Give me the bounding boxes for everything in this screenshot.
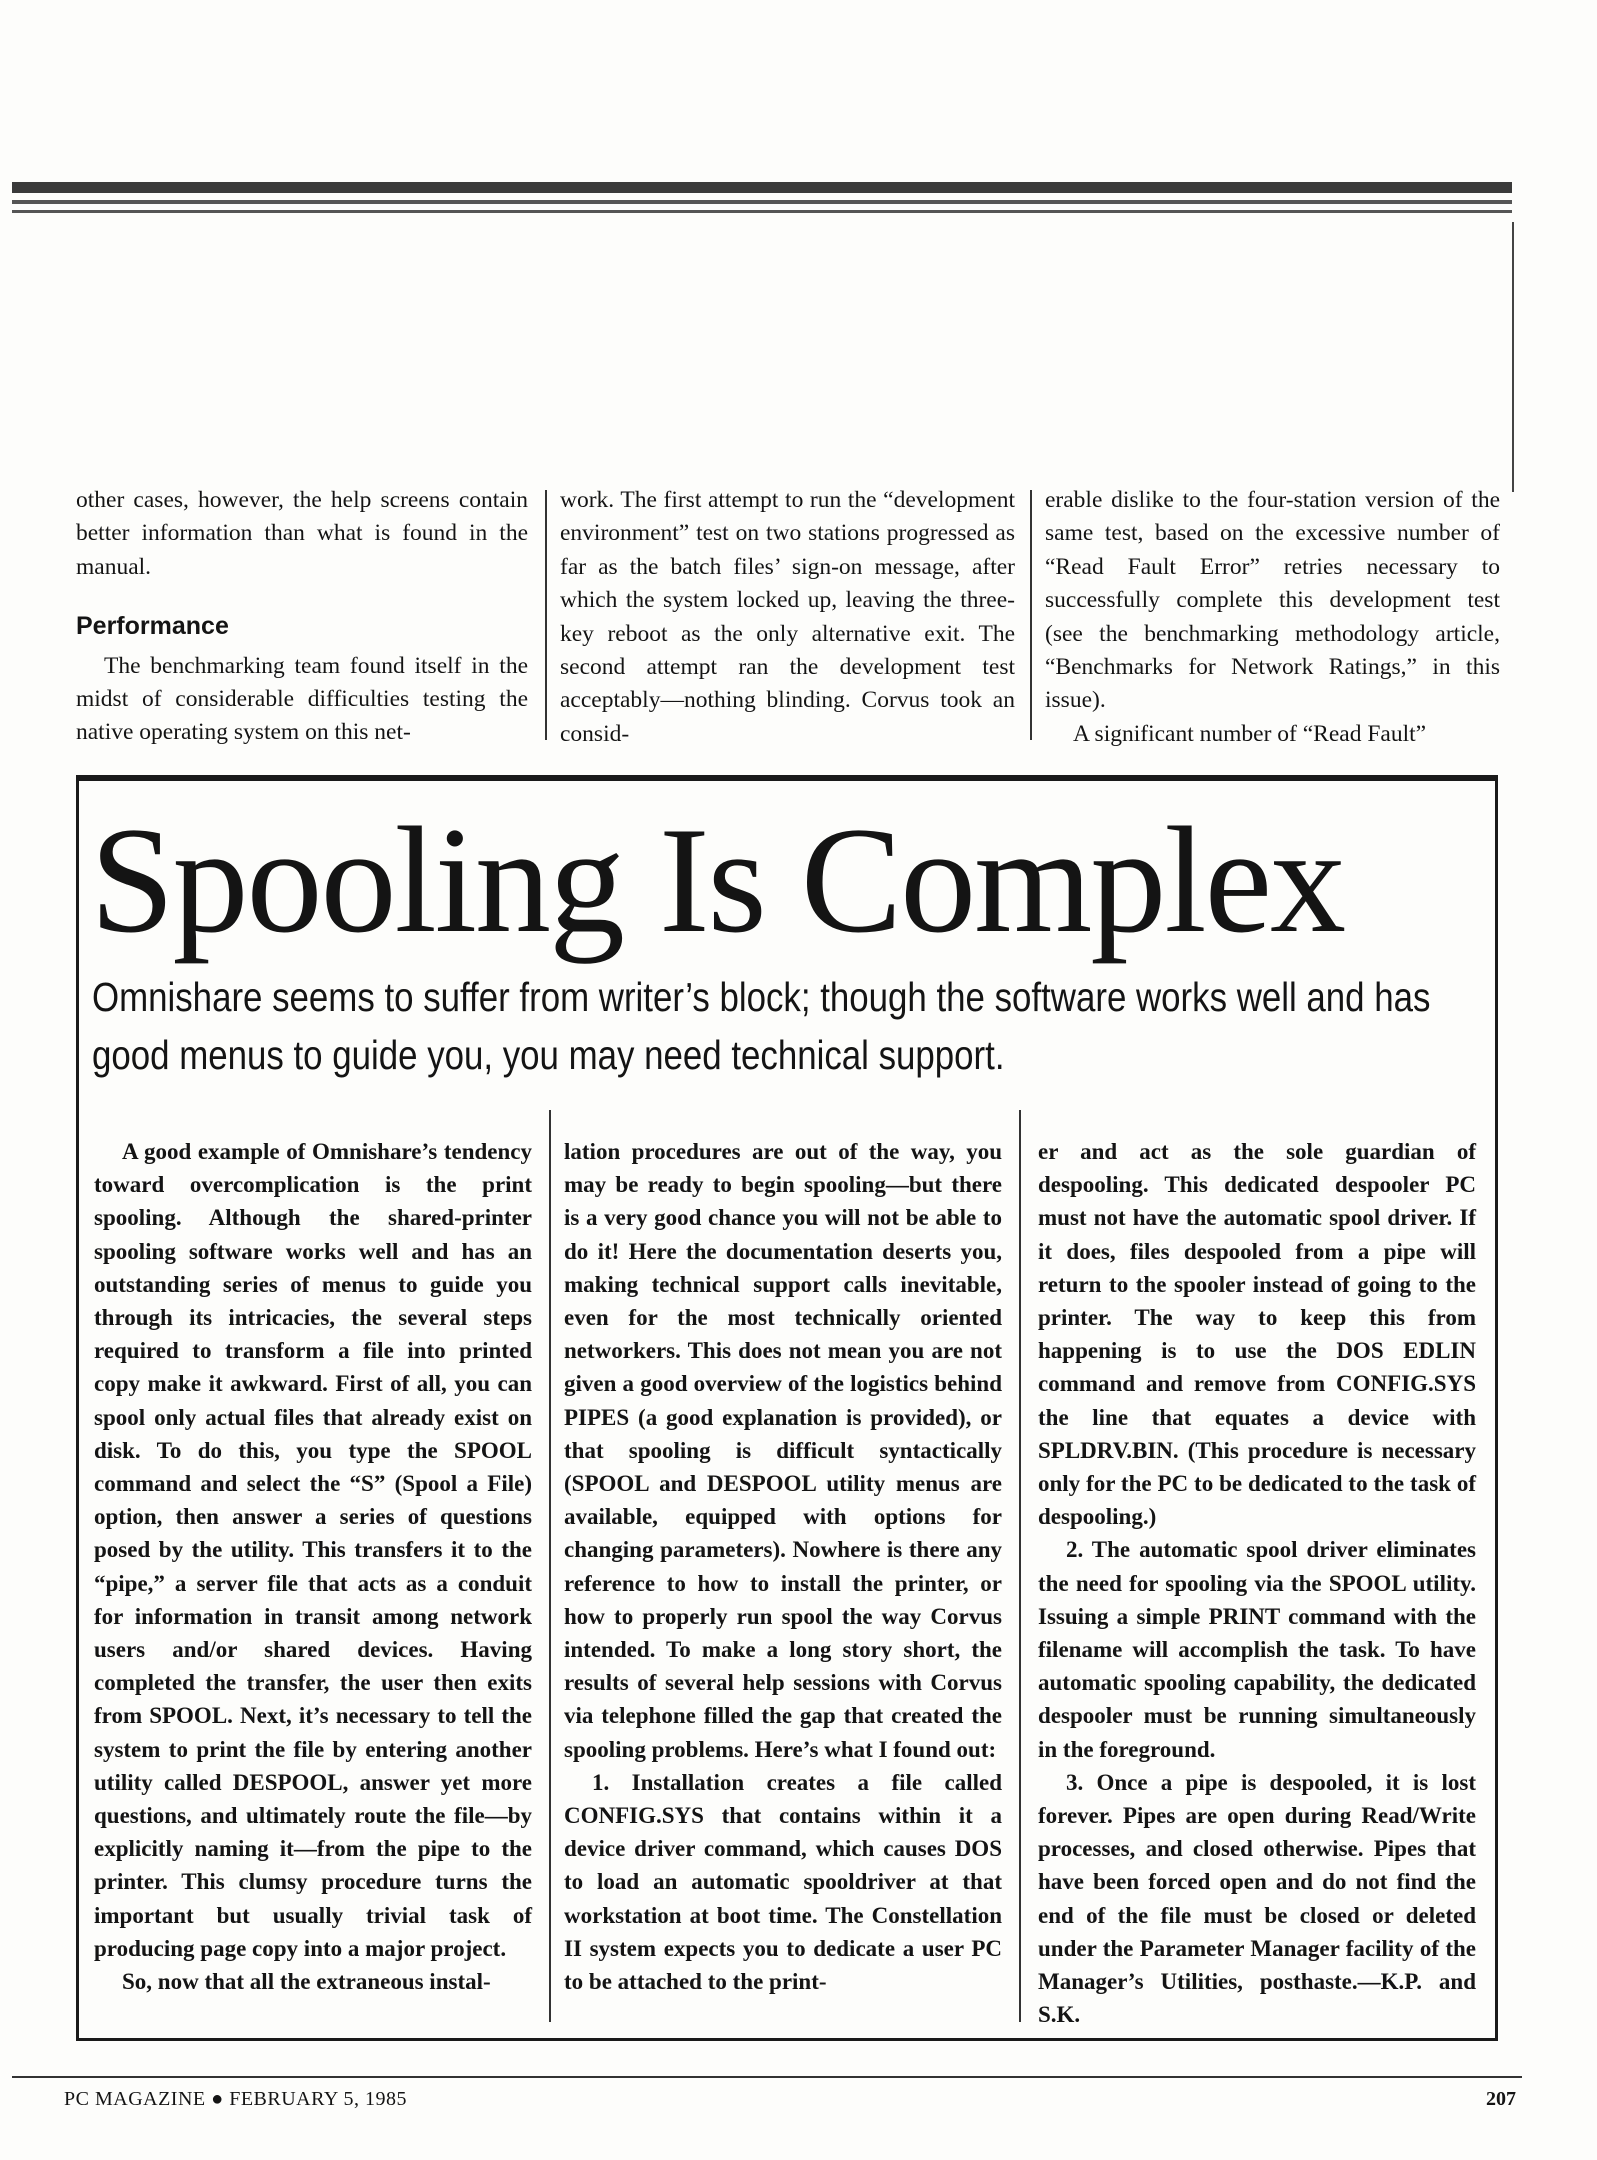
sidebar-deck: Omnishare seems to suffer from writer’s block; though the software works well and has good menus to guide you, you may need technical support. [92,974,1431,1078]
sidebar-column-2 [564,1135,1002,1998]
article-column-1 [76,484,528,750]
article-col1-paragraph: The benchmarking team found itself in the midst of considerable difficulties testing the native operating system on this net- [76,652,528,746]
item-3-text: 3. Once a pipe is despooled, it is lost forever. Pipes are open during Read/Write processes, and closed otherwise. Pipes that have been forced open and do not find the end of the file must be closed or deleted under the Parameter Manager facility of the Manager’s Utilities, posthaste. [1038,1769,1476,1995]
column-divider [1030,490,1032,740]
header-rule-thin-2 [12,210,1512,213]
sidebar-column-1 [94,1135,532,1998]
sidebar-col3-item-3 [1038,1766,1476,2032]
sidebar-title: Spooling Is Complex [90,796,1345,964]
section-heading-performance: Performance [76,612,229,641]
header-rule-thick [12,182,1512,193]
sidebar-col2-item-1: 1. Installation creates a file called CONFIG.SYS that contains within it a device driver command, which causes DOS to load an automatic spooldriver at that workstation at boot time. The Constellation II system expects you to dedicate a user PC to be attached to the print- [564,1769,1002,1995]
article-col2-paragraph: work. The first attempt to run the “development environment” test on two stations progressed as far as the batch files’ sign-on message, after which the system locked up, leaving the three-key reboot as the only alternative exit. The second attempt ran the development test acceptably—nothing blinding. Corvus took an consid- [560,487,1015,747]
sidebar-col2-paragraph: lation procedures are out of the way, you may be ready to begin spooling—but there is a very good chance you will not be able to do it! Here the documentation deserts you, making technical support calls inevitable, even for the most technically oriented networkers. This does not mean you are not given a good overview of the logistics behind PIPES (a good explanation is provided), or that spooling is difficult syntactically (SPOOL and DESPOOL utility menus are available, equipped with options for changing parameters). Nowhere is there any reference to how to install the printer, or how to properly run spool the way Corvus intended. To make a long story short, the results of several help sessions with Corvus via telephone filled the gap that created the spooling problems. Here’s what I found out: [564,1139,1002,1762]
header-rule-thin [12,200,1512,204]
column-divider [545,490,547,740]
author-signature: —K.P. and S.K. [1038,1969,1476,2028]
frame-right-edge [1512,222,1514,492]
column-divider [549,1110,551,2022]
footer-rule [12,2076,1522,2078]
article-col3-continuation: A significant number of “Read Fault” [1073,720,1427,747]
sidebar-col1-continuation: So, now that all the extraneous instal- [122,1969,491,1995]
sidebar-col3-item-2: 2. The automatic spool driver eliminates the need for spooling via the SPOOL utility. Issuing a simple PRINT command with the filename will accomplish the task. To have automatic spooling capability, the dedicated despooler must be running simultaneously in the foreground. [1038,1537,1476,1762]
article-column-2 [560,484,1015,751]
sidebar-col1-paragraph: A good example of Omnishare’s tendency toward overcomplication is the print spooling. Although the shared-printer spooling software works well and has an outstanding series of menus to guide you through its intricacies, the several steps required to transform a file into printed copy make it awkward. First of all, you can spool only actual files that already exist on disk. To do this, you type the SPOOL command and select the “S” (Spool a File) option, then answer a series of questions posed by the utility. This transfers it to the “pipe,” a server file that acts as a conduit for information in transit among network users and/or shared devices. Having completed the transfer, the user then exits from SPOOL. Next, it’s necessary to tell the system to print the file by entering another utility called DESPOOL, answer yet more questions, and ultimately route the file—by explicitly naming it—from the pipe to the printer. This clumsy procedure turns the important but usually trivial task of producing page copy into a major project. [94,1139,532,1961]
sidebar-col3-paragraph: er and act as the sole guardian of despooling. This dedicated despooler PC must not have the automatic spool driver. If it does, files despooled from a pipe will return to the spooler instead of going to the printer. The way to keep this from happening is to use the DOS EDLIN command and remove from CONFIG.SYS the line that equates a device with SPLDRV.BIN. (This procedure is necessary only for the PC to be dedicated to the task of despooling.) [1038,1139,1476,1530]
article-col1-lead: other cases, however, the help screens contain better information than what is found in the manual. [76,487,528,580]
footer-publication: PC MAGAZINE ● FEBRUARY 5, 1985 [64,2088,408,2110]
sidebar-column-3 [1038,1135,1476,2031]
page-number: 207 [1486,2088,1516,2110]
article-column-3 [1045,484,1500,751]
article-col3-paragraph: erable dislike to the four-station version of the same test, based on the excessive number of “Read Fault Error” retries necessary to successfully complete this development test (see the benchmarking methodology article, “Benchmarks for Network Ratings,” in this issue). [1045,487,1500,714]
column-divider [1019,1110,1021,2022]
